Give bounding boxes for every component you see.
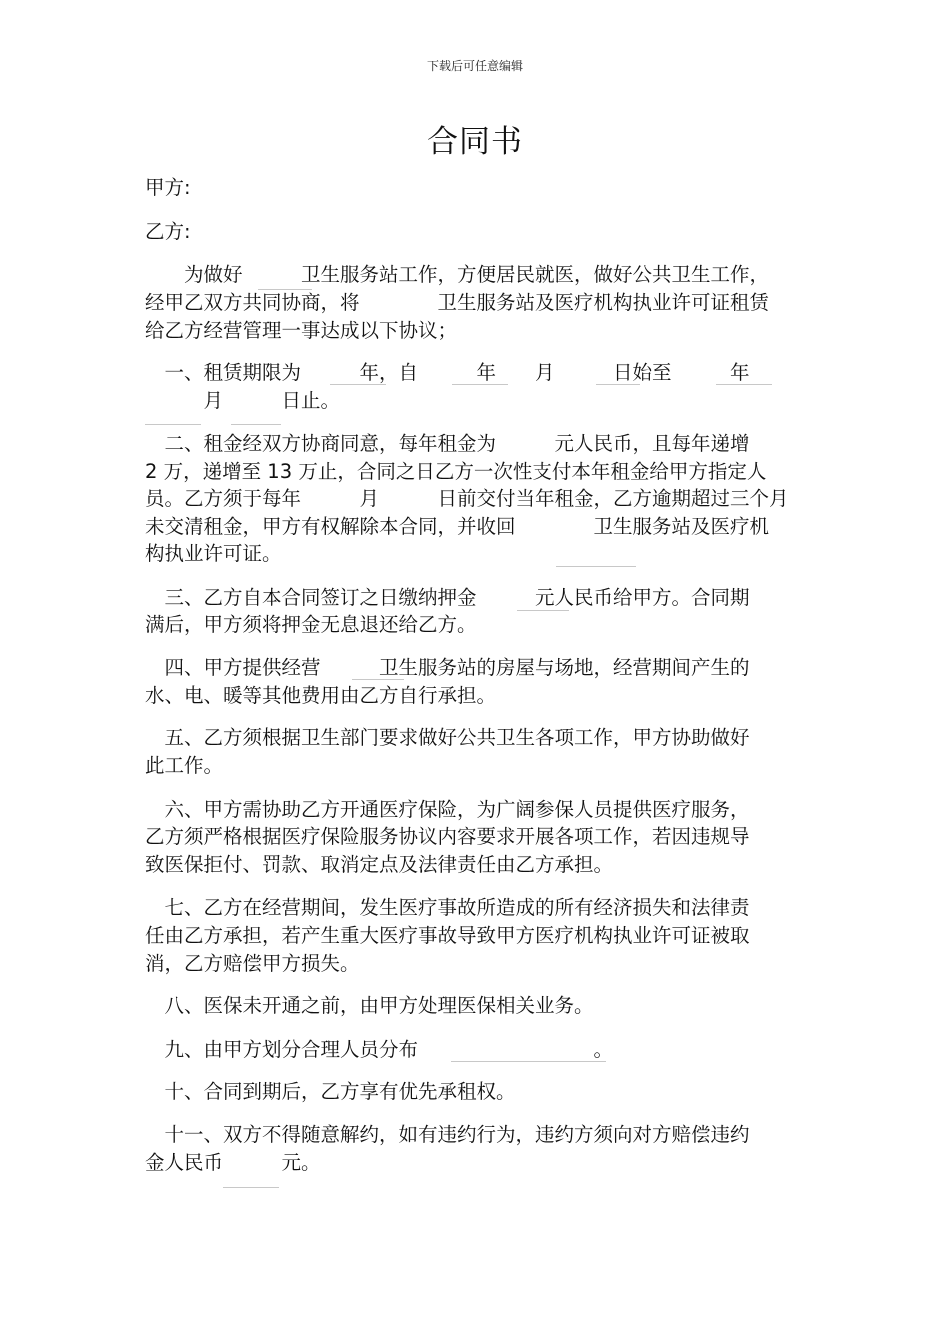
clause7-line-3: 消，乙方赔偿甲方损失。: [145, 952, 360, 975]
clause2-line-3: 员。乙方须于每年 月 日前交付当年租金，乙方逾期超过三个月: [145, 487, 789, 510]
intro-line-2: 经甲乙双方共同协商，将 卫生服务站及医疗机构执业许可证租赁: [145, 291, 770, 314]
blank-end-year[interactable]: [716, 384, 772, 385]
blank-deposit-amount[interactable]: [517, 610, 569, 611]
clause2-line-5: 构执业许可证。: [145, 542, 282, 565]
clause1-line-1: 一、租赁期限为 年，自 年 月 日始至 年: [145, 361, 750, 384]
blank-lease-years[interactable]: [330, 384, 386, 385]
clause11-line-1: 十一、双方不得随意解约，如有违约行为，违约方须向对方赔偿违约: [145, 1123, 750, 1146]
clause7-line-1: 七、乙方在经营期间，发生医疗事故所造成的所有经济损失和法律责: [145, 896, 750, 919]
contract-title: 合同书: [427, 124, 523, 160]
clause7-line-2: 任由乙方承担，若产生重大医疗事故导致甲方医疗机构执业许可证被取: [145, 924, 750, 947]
clause8-line: 八、医保未开通之前，由甲方处理医保相关业务。: [145, 994, 594, 1017]
clause4-line-1: 四、甲方提供经营 卫生服务站的房屋与场地，经营期间产生的: [145, 656, 750, 679]
blank-penalty-amount[interactable]: [223, 1187, 279, 1188]
party-a-label: 甲方:: [145, 176, 191, 199]
blank-start-year[interactable]: [452, 384, 508, 385]
blank-station-name-2[interactable]: [556, 566, 636, 567]
clause5-line-1: 五、乙方须根据卫生部门要求做好公共卫生各项工作，甲方协助做好: [145, 726, 750, 749]
blank-start-day[interactable]: [596, 384, 640, 385]
clause9-line: 九、由甲方划分合理人员分布 。: [145, 1038, 614, 1061]
clause4-line-2: 水、电、暖等其他费用由乙方自行承担。: [145, 684, 497, 707]
clause10-line: 十、合同到期后，乙方享有优先承租权。: [145, 1080, 516, 1103]
clause1-line-2: 月 日止。: [145, 389, 341, 412]
clause3-line-1: 三、乙方自本合同签订之日缴纳押金 元人民币给甲方。合同期: [145, 586, 750, 609]
blank-station-name-3[interactable]: [352, 679, 404, 680]
header-note: 下载后可任意编辑: [426, 59, 523, 73]
clause2-line-2: 2 万，递增至 13 万止，合同之日乙方一次性支付本年租金给甲方指定人: [145, 460, 767, 483]
party-b-label: 乙方:: [145, 220, 191, 243]
intro-line-1: 为做好 卫生服务站工作，方便居民就医，做好公共卫生工作，: [145, 263, 770, 286]
blank-end-month[interactable]: [145, 424, 201, 425]
clause3-line-2: 满后，甲方须将押金无息退还给乙方。: [145, 613, 477, 636]
blank-end-day[interactable]: [231, 424, 281, 425]
intro-line-3: 给乙方经营管理一事达成以下协议；: [145, 319, 458, 342]
clause6-line-2: 乙方须严格根据医疗保险服务协议内容要求开展各项工作，若因违规导: [145, 825, 750, 848]
clause5-line-2: 此工作。: [145, 754, 224, 777]
clause6-line-1: 六、甲方需协助乙方开通医疗保险，为广阔参保人员提供医疗服务，: [145, 798, 750, 821]
blank-staff-distribution[interactable]: [451, 1061, 606, 1062]
clause2-line-1: 二、租金经双方协商同意，每年租金为 元人民币，且每年递增: [145, 432, 750, 455]
blank-station-name-1[interactable]: [258, 289, 312, 290]
clause11-line-2: 金人民币 元。: [145, 1151, 321, 1174]
clause6-line-3: 致医保拒付、罚款、取消定点及法律责任由乙方承担。: [145, 853, 614, 876]
clause2-line-4: 未交清租金，甲方有权解除本合同，并收回 卫生服务站及医疗机: [145, 515, 770, 538]
